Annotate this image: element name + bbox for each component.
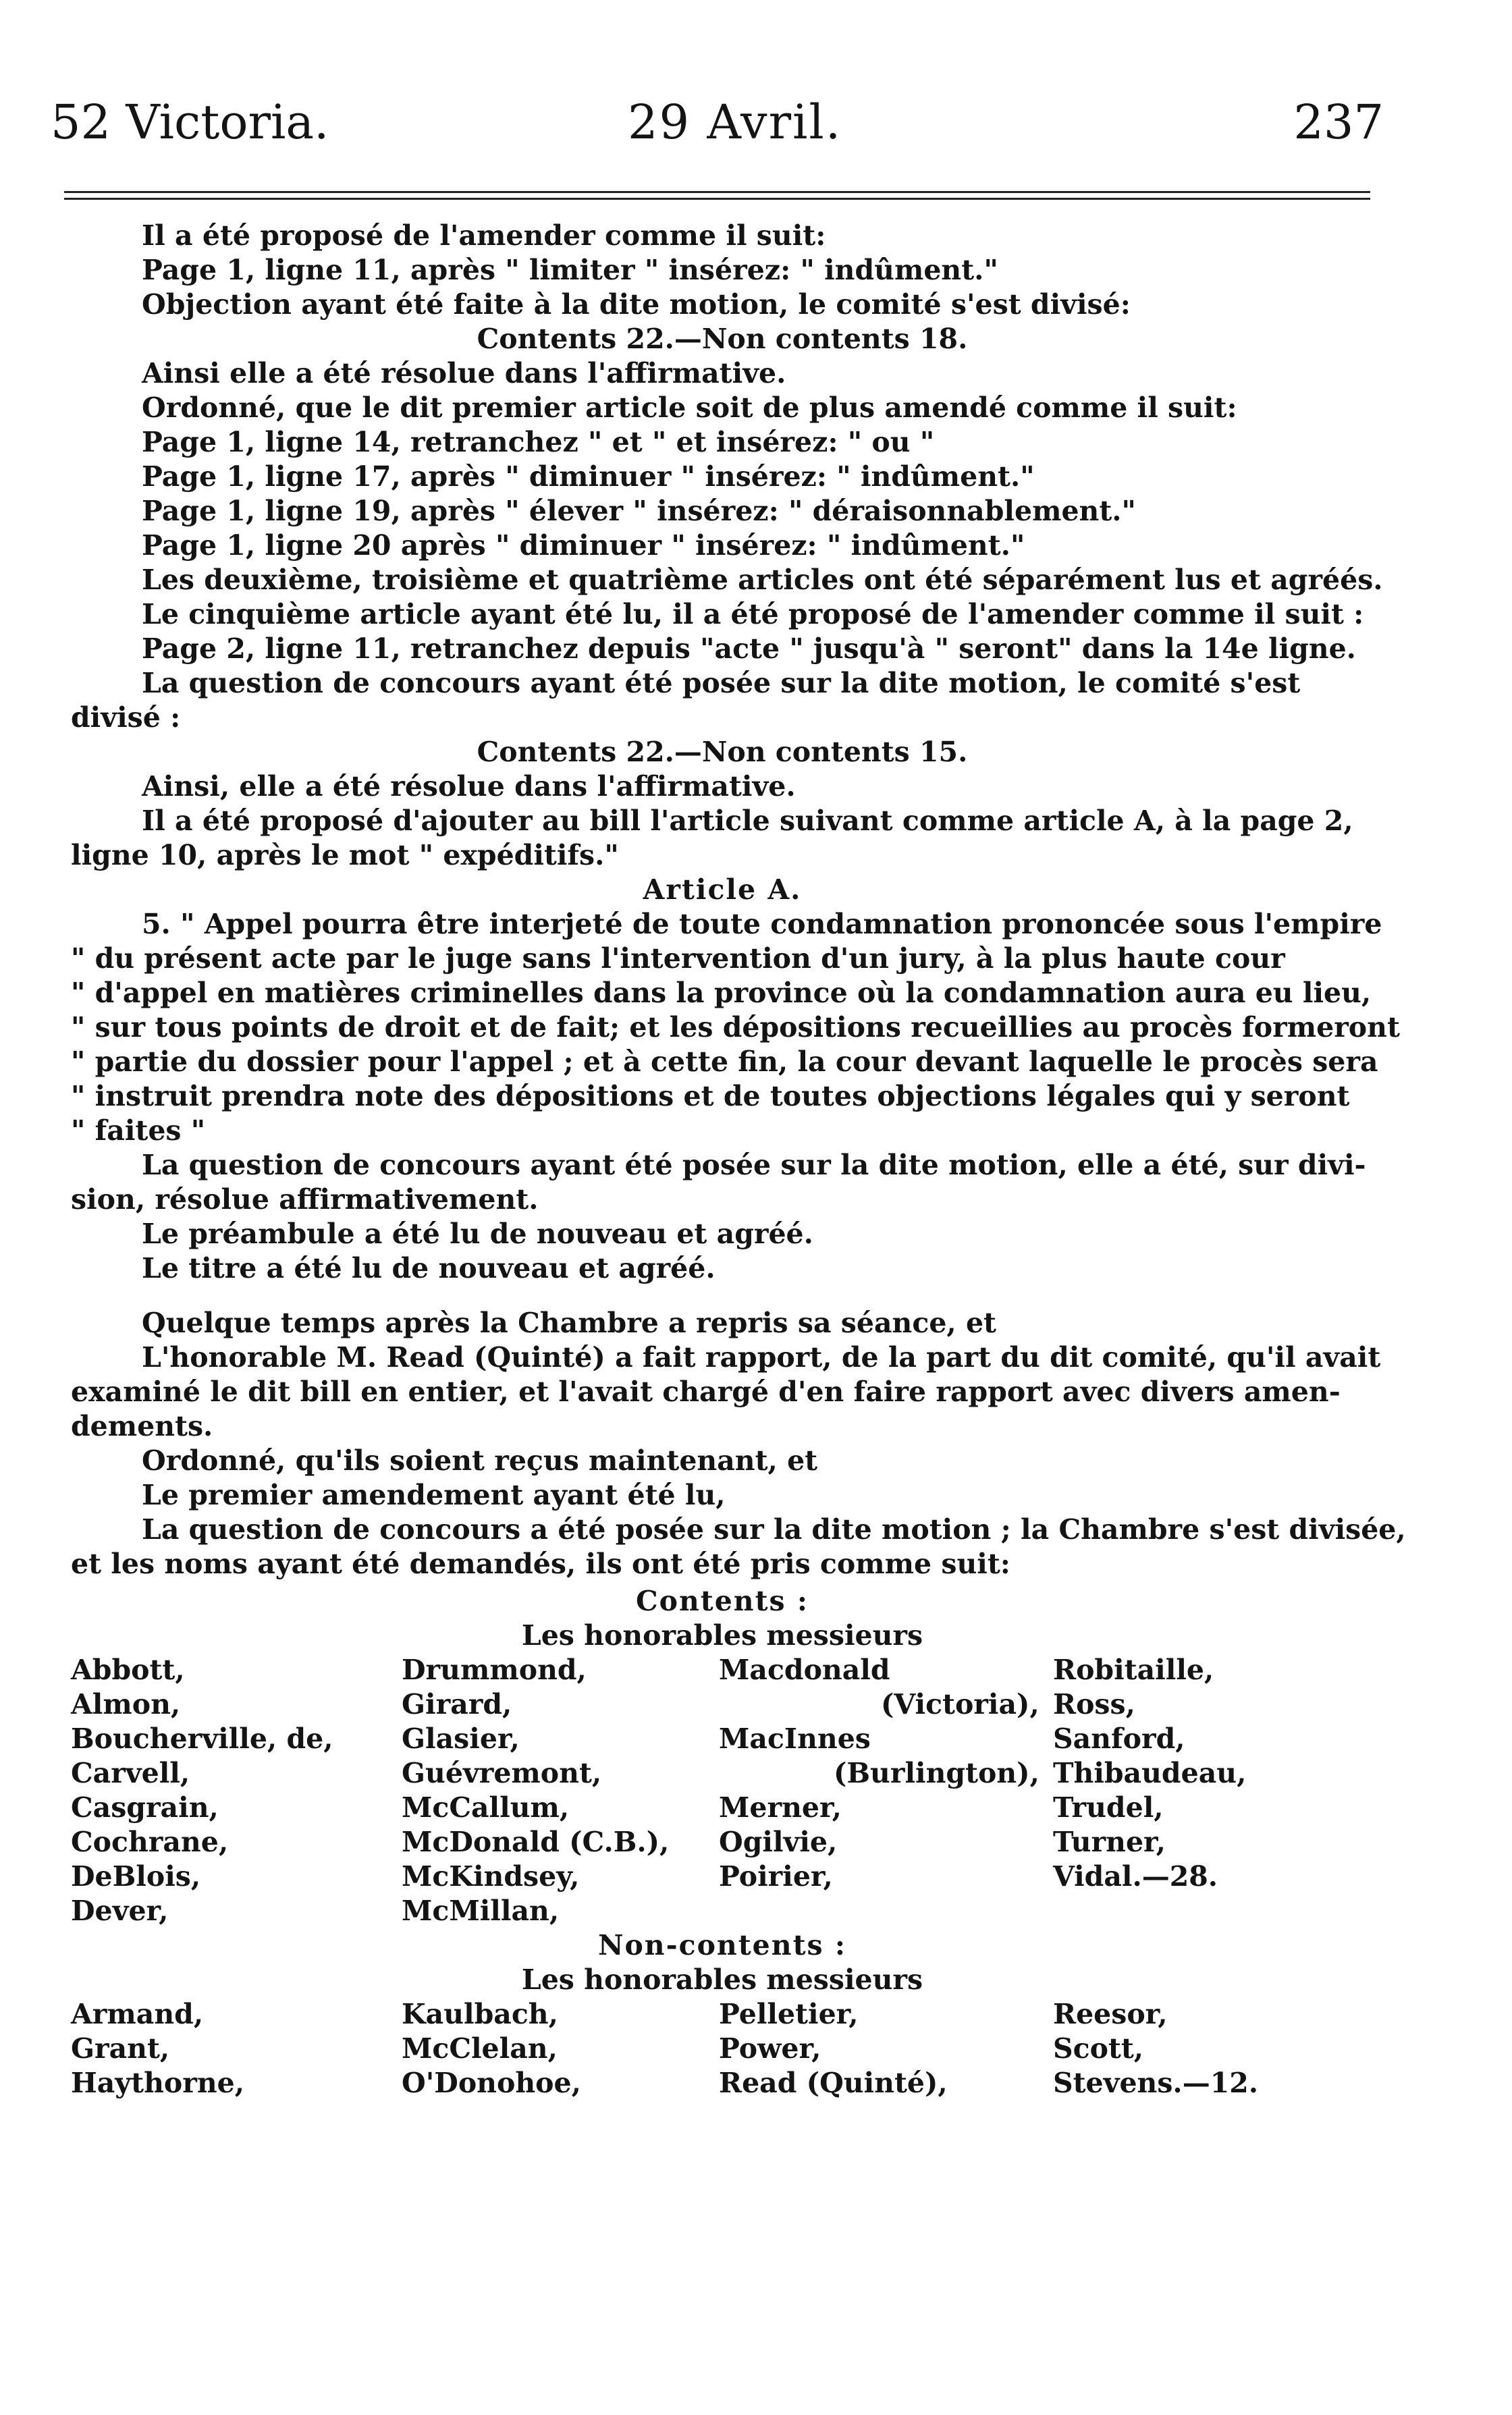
division-result: Contents 22.—Non contents 15.	[477, 736, 968, 768]
paragraph-line: Objection ayant été faite à la dite motion, le comité s'est divisé:	[142, 288, 1131, 321]
paragraph-line: Ainsi, elle a été résolue dans l'affirmative.	[142, 770, 796, 803]
member-name: McDonald (C.B.),	[402, 1826, 670, 1858]
member-name: Power,	[719, 2032, 821, 2065]
noncontents-column-3	[719, 1997, 948, 2100]
paragraph-line: sion, résolue affirmativement.	[71, 1183, 539, 1216]
noncontents-column-4	[1053, 1997, 1258, 2100]
member-name: MacInnes	[719, 1722, 871, 1755]
member-name: Haythorne,	[71, 2067, 244, 2099]
member-name: Glasier,	[402, 1722, 520, 1755]
quoted-article-line: " faites "	[71, 1114, 206, 1147]
member-name	[1053, 1894, 1246, 1928]
running-head	[51, 94, 1384, 169]
paragraph-line: Ordonné, que le dit premier article soit de plus amendé comme il suit:	[142, 391, 1237, 424]
member-name: Carvell,	[71, 1757, 190, 1789]
member-name: O'Donohoe,	[402, 2067, 581, 2099]
contents-heading: Contents :	[635, 1585, 809, 1617]
member-name: Kaulbach,	[402, 1998, 558, 2030]
paragraph-line: Quelque temps après la Chambre a repris sa séance, et	[142, 1307, 996, 1339]
header-rule-bottom	[64, 198, 1370, 200]
member-name: Ross,	[1053, 1688, 1135, 1720]
paragraph-line: Les deuxième, troisième et quatrième articles ont été séparément lus et agréés.	[142, 564, 1383, 596]
contents-subheading: Les honorables messieurs	[521, 1619, 923, 1652]
paragraph-line: ligne 10, après le mot " expéditifs."	[71, 839, 619, 871]
page-number: 237	[1293, 94, 1384, 150]
member-name: Guévremont,	[402, 1757, 602, 1789]
paragraph-line: La question de concours ayant été posée sur la dite motion, le comité s'est	[142, 667, 1301, 699]
member-name: Merner,	[719, 1791, 842, 1824]
paragraph-line: Ordonné, qu'ils soient reçus maintenant, et	[142, 1444, 818, 1477]
paragraph-line: dements.	[71, 1410, 213, 1442]
member-name: Abbott,	[71, 1654, 185, 1686]
paragraph-line: Le cinquième article ayant été lu, il a été proposé de l'amender comme il suit :	[142, 598, 1364, 630]
paragraph-line: Il a été proposé de l'amender comme il suit:	[142, 219, 826, 252]
noncontents-column-1	[71, 1997, 244, 2100]
member-name	[719, 1894, 1040, 1928]
contents-column-4	[1053, 1653, 1246, 1928]
paragraph-line: divisé :	[71, 701, 181, 734]
paragraph-line: Page 2, ligne 11, retranchez depuis "acte " jusqu'à " seront" dans la 14e ligne.	[142, 632, 1356, 665]
article-heading: Article A.	[643, 873, 802, 906]
member-name: Reesor,	[1053, 1998, 1168, 2030]
quoted-article-line: 5. " Appel pourra être interjeté de toute condamnation prononcée sous l'empire	[142, 908, 1382, 940]
member-name: Grant,	[71, 2032, 170, 2065]
noncontents-subheading: Les honorables messieurs	[521, 1963, 923, 1996]
member-name: Almon,	[71, 1688, 181, 1720]
paragraph-line: Page 1, ligne 14, retranchez " et " et insérez: " ou "	[142, 426, 935, 458]
paragraph-line: Le préambule a été lu de nouveau et agréé.	[142, 1218, 813, 1250]
paragraph-line: Page 1, ligne 11, après " limiter " insérez: " indûment."	[142, 254, 998, 286]
member-name: Trudel,	[1053, 1791, 1164, 1824]
paragraph-line: Le titre a été lu de nouveau et agréé.	[142, 1252, 716, 1284]
paragraph-line: et les noms ayant été demandés, ils ont été pris comme suit:	[71, 1548, 1010, 1580]
noncontents-column-2	[402, 1997, 581, 2100]
member-name: McClelan,	[402, 2032, 558, 2065]
member-name: Thibaudeau,	[1053, 1757, 1247, 1789]
quoted-article-line: " partie du dossier pour l'appel ; et à cette fin, la cour devant laquelle le procès sera	[71, 1046, 1378, 1078]
paragraph-line: Ainsi elle a été résolue dans l'affirmative.	[142, 357, 786, 389]
member-name: Macdonald	[719, 1654, 890, 1686]
member-name: Turner,	[1053, 1826, 1166, 1858]
division-result: Contents 22.—Non contents 18.	[477, 323, 968, 355]
member-name: Sanford,	[1053, 1722, 1185, 1755]
noncontents-names	[71, 1997, 1374, 2100]
member-name: Boucherville, de,	[71, 1722, 333, 1755]
contents-column-1	[71, 1653, 333, 1928]
member-name: Poirier,	[719, 1860, 833, 1893]
journal-body	[71, 219, 1406, 2100]
paragraph-line: Page 1, ligne 19, après " élever " insérez: " déraisonnablement."	[142, 495, 1136, 527]
member-name: Read (Quinté),	[719, 2067, 948, 2099]
member-name-suffix: (Victoria),	[881, 1688, 1040, 1720]
paragraph-line: Page 1, ligne 20 après " diminuer " insérez: " indûment."	[142, 529, 1025, 562]
paragraph-line: La question de concours ayant été posée sur la dite motion, elle a été, sur divi-	[142, 1149, 1366, 1181]
contents-column-2	[402, 1653, 669, 1928]
member-name: McCallum,	[402, 1791, 570, 1824]
member-name: Scott,	[1053, 2032, 1144, 2065]
member-name: Armand,	[71, 1998, 204, 2030]
quoted-article-line: " du présent acte par le juge sans l'intervention d'un jury, à la plus haute cour	[71, 942, 1285, 975]
contents-names	[71, 1653, 1374, 1928]
quoted-article-line: " sur tous points de droit et de fait; et les dépositions recueillies au procès formeront	[71, 1011, 1400, 1043]
paragraph-line: Il a été proposé d'ajouter au bill l'article suivant comme article A, à la page 2,	[142, 805, 1353, 837]
member-name: Pelletier,	[719, 1998, 859, 2030]
member-name: Cochrane,	[71, 1826, 229, 1858]
member-name: Dever,	[71, 1895, 169, 1927]
member-name: Drummond,	[402, 1654, 587, 1686]
paragraph-line: La question de concours a été posée sur la dite motion ; la Chambre s'est divisée,	[142, 1513, 1406, 1546]
quoted-article-line: " instruit prendra note des dépositions et de toutes objections légales qui y seront	[71, 1080, 1350, 1112]
quoted-article-line: " d'appel en matières criminelles dans la province où la condamnation aura eu lieu,	[71, 977, 1372, 1009]
header-rule-top	[64, 191, 1370, 193]
member-name: Girard,	[402, 1688, 512, 1720]
member-name: Casgrain,	[71, 1791, 219, 1824]
contents-column-3	[719, 1653, 1040, 1928]
member-name: Ogilvie,	[719, 1826, 838, 1858]
paragraph-line: examiné le dit bill en entier, et l'avait chargé d'en faire rapport avec divers amen-	[71, 1376, 1341, 1408]
member-name: DeBlois,	[71, 1860, 201, 1893]
member-name: McKindsey,	[402, 1860, 580, 1893]
session-label: 52 Victoria.	[51, 94, 329, 150]
member-name-suffix: (Burlington),	[834, 1757, 1040, 1789]
member-name: Robitaille,	[1053, 1654, 1214, 1686]
date-label: 29 Avril.	[628, 94, 842, 150]
paragraph-line: L'honorable M. Read (Quinté) a fait rapport, de la part du dit comité, qu'il avait	[142, 1341, 1381, 1374]
member-name: Vidal.—28.	[1053, 1860, 1218, 1893]
member-name: McMillan,	[402, 1895, 560, 1927]
noncontents-heading: Non-contents :	[597, 1929, 847, 1961]
paragraph-line: Le premier amendement ayant été lu,	[142, 1479, 726, 1511]
paragraph-line: Page 1, ligne 17, après " diminuer " insérez: " indûment."	[142, 460, 1035, 493]
member-name: Stevens.—12.	[1053, 2067, 1259, 2099]
